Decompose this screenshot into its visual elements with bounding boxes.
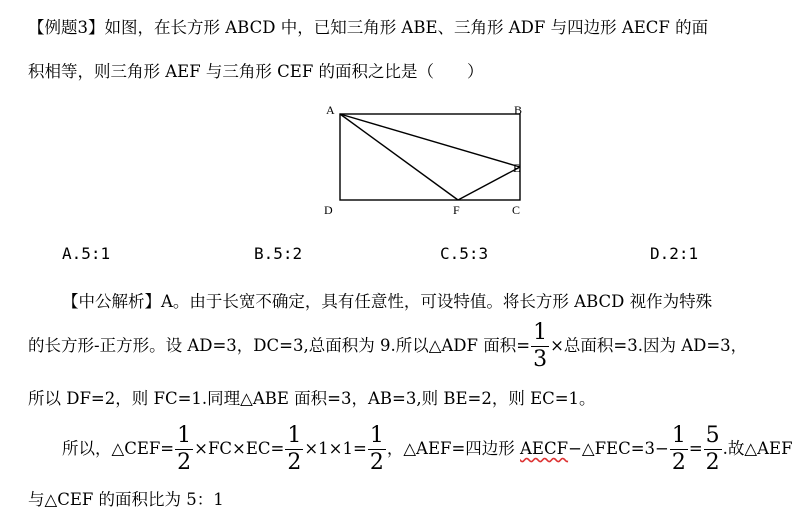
label-d: D	[324, 203, 333, 217]
label-a: A	[326, 103, 335, 117]
problem-line-2: 积相等，则三角形 AEF 与三角形 CEF 的面积之比是（ ）	[28, 62, 484, 81]
segment-ae	[340, 114, 520, 167]
solution-line-4: 所以，△CEF= $\frac{1}{2}$ ×FC×EC= $\frac{1}{2}$ ×1×1= $\frac{1}{2}$ ，△AEF=四边形 AECF−△FEC=3− $\frac{1}{2}$ = $\frac{5}{2}$ .故△AEF	[62, 423, 793, 475]
problem-line-1: 【例题3】如图，在长方形 ABCD 中，已知三角形 ABE、三角形 ADF 与四边形 AECF 的面	[28, 18, 709, 37]
solution-line-5: 与△CEF 的面积比为 5：1	[28, 490, 224, 509]
fraction-one-half: $\frac{1}{2}$	[369, 423, 384, 475]
label-e: E	[513, 161, 521, 175]
solution-line-1: 【中公解析】A。由于长宽不确定，具有任意性，可设特值。将长方形 ABCD 视作为特殊	[62, 292, 713, 311]
rectangle-abcd	[340, 114, 520, 200]
solution-line-3: 所以 DF=2，则 FC=1.同理△ABE 面积=3，AB=3,则 BE=2，则 EC=1。	[28, 389, 596, 408]
rectangle-figure	[300, 96, 540, 226]
fraction-one-third: $\frac{1}{3}$	[533, 320, 548, 372]
option-d: D.2:1	[650, 244, 699, 263]
segment-af	[340, 114, 458, 200]
fraction-one-half: $\frac{1}{2}$	[177, 423, 192, 475]
segment-ef	[458, 167, 520, 200]
fraction-one-half: $\frac{1}{2}$	[671, 423, 686, 475]
wavy-underlined-term: AECF	[520, 439, 569, 458]
solution-line-2: 的长方形-正方形。设 AD=3，DC=3,总面积为 9.所以△ADF 面积= $\frac{1}{3}$ ×总面积=3.因为 AD=3，	[28, 320, 748, 372]
fraction-one-half: $\frac{1}{2}$	[287, 423, 302, 475]
option-c: C.5:3	[440, 244, 489, 263]
option-b: B.5:2	[254, 244, 303, 263]
fraction-five-halves: $\frac{5}{2}$	[705, 423, 720, 475]
label-f: F	[453, 203, 460, 217]
label-b: B	[514, 103, 523, 117]
option-a: A.5:1	[62, 244, 111, 263]
label-c: C	[512, 203, 521, 217]
